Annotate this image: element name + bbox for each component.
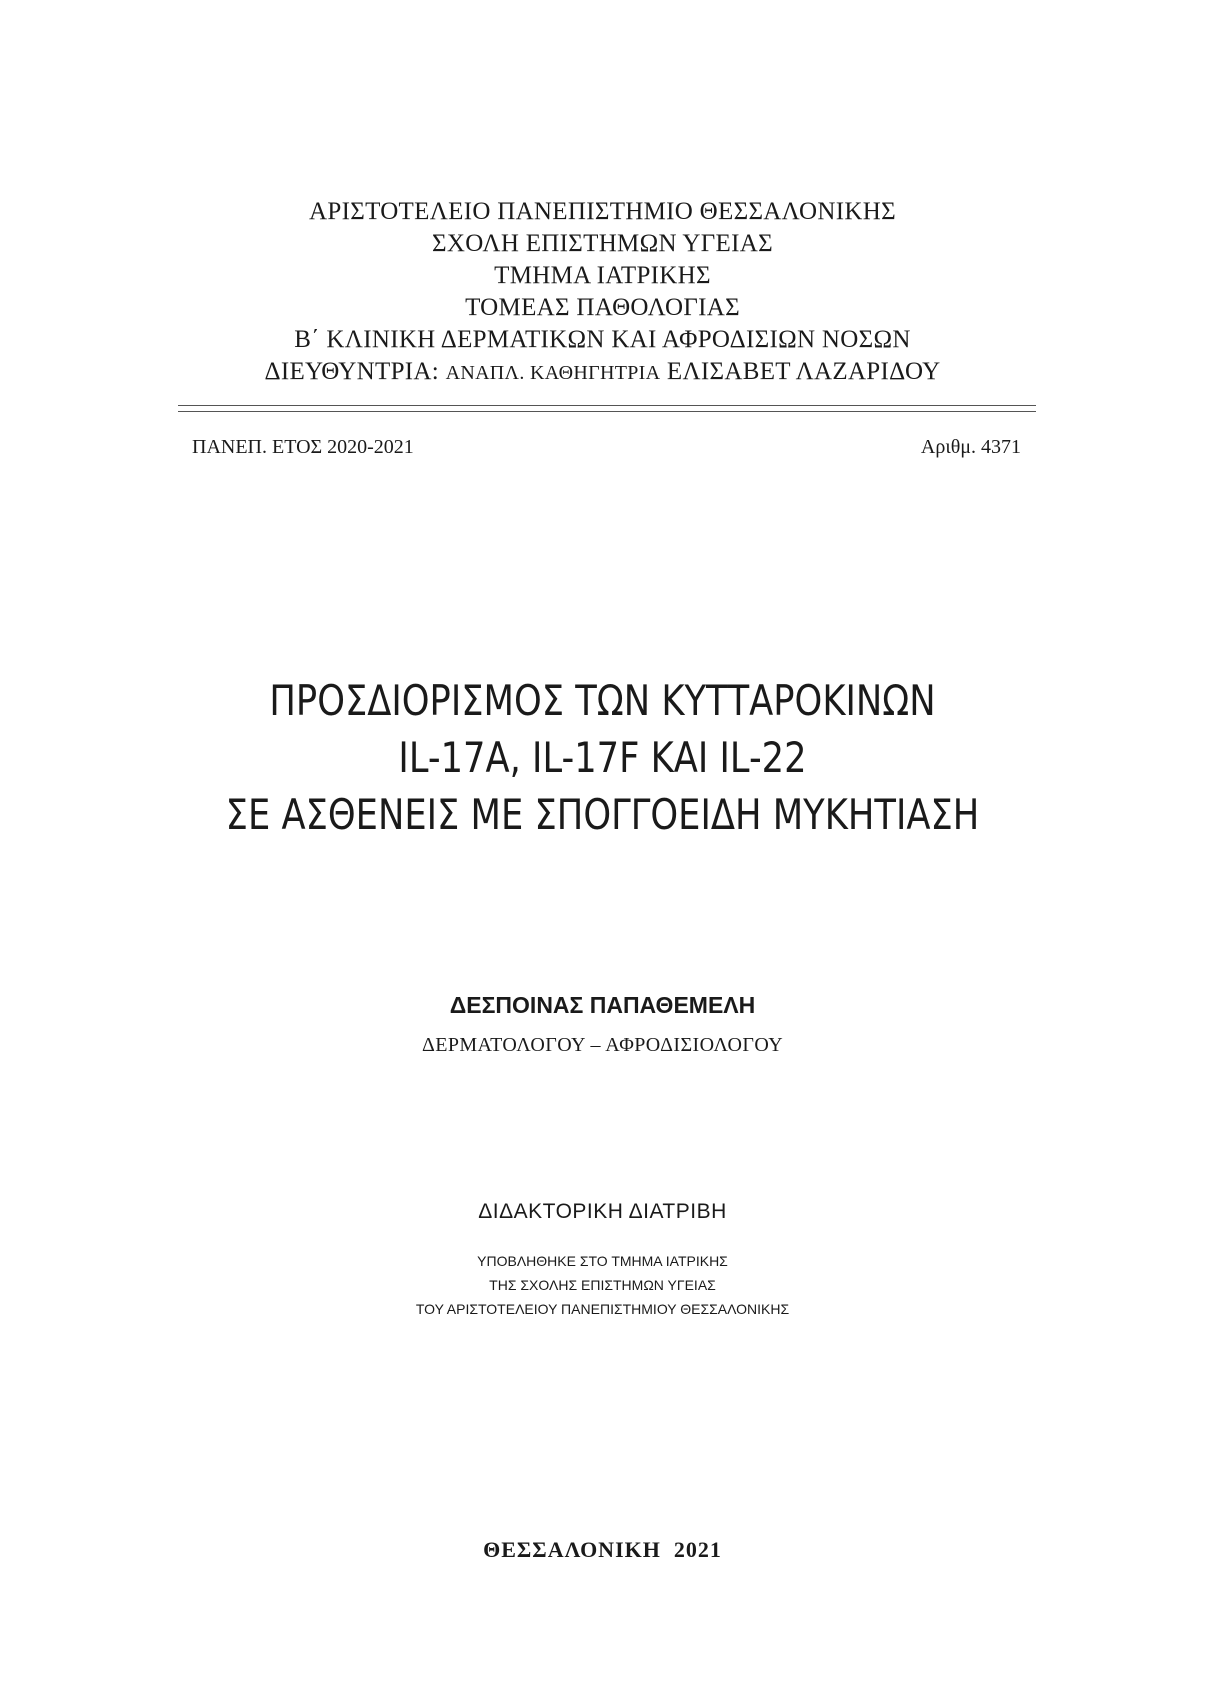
director-name: ΕΛΙΣΑΒΕΤ ΛΑΖΑΡΙΔΟΥ <box>666 358 941 385</box>
author-name: ΔΕΣΠΟΙΝΑΣ ΠΑΠΑΘΕΜΕΛΗ <box>449 992 756 1018</box>
thesis-number: Αριθμ. 4371 <box>920 436 1021 458</box>
submission-line-1: ΥΠΟΒΛΗΘΗΚΕ ΣΤΟ ΤΜΗΜΑ ΙΑΤΡΙΚΗΣ <box>477 1253 728 1269</box>
sector-name: ΤΟΜΕΑΣ ΠΑΘΟΛΟΓΙΑΣ <box>465 294 740 321</box>
university-name: ΑΡΙΣΤΟΤΕΛΕΙΟ ΠΑΝΕΠΙΣΤΗΜΙΟ ΘΕΣΣΑΛΟΝΙΚΗΣ <box>309 198 896 225</box>
director-rank: ΑΝΑΠΛ. ΚΑΘΗΓΗΤΡΙΑ <box>445 362 661 384</box>
title-line-1: ΠΡΟΣΔΙΟΡΙΣΜΟΣ ΤΩΝ ΚΥΤΤΑΡΟΚΙΝΩΝ <box>269 676 936 725</box>
department-name: ΤΜΗΜΑ ΙΑΤΡΙΚΗΣ <box>494 262 711 289</box>
thesis-title <box>96 672 1108 843</box>
submission-line-2: ΤΗΣ ΣΧΟΛΗΣ ΕΠΙΣΤΗΜΩΝ ΥΓΕΙΑΣ <box>489 1277 716 1293</box>
header-divider-top <box>178 405 1036 406</box>
school-name: ΣΧΟΛΗ ΕΠΙΣΤΗΜΩΝ ΥΓΕΙΑΣ <box>432 230 773 257</box>
submission-note <box>0 1249 1205 1321</box>
author-specialty: ΔΕΡΜΑΤΟΛΟΓΟΥ – ΑΦΡΟΔΙΣΙΟΛΟΓΟΥ <box>421 1034 784 1056</box>
clinic-name: Β΄ ΚΛΙΝΙΚΗ ΔΕΡΜΑΤΙΚΩΝ ΚΑΙ ΑΦΡΟΔΙΣΙΩΝ ΝΟΣΩΝ <box>294 326 911 353</box>
academic-year: ΠΑΝΕΠ. ΕΤΟΣ 2020-2021 <box>192 436 414 458</box>
director-line <box>0 356 1205 389</box>
submission-line-3: ΤΟΥ ΑΡΙΣΤΟΤΕΛΕΙΟΥ ΠΑΝΕΠΙΣΤΗΜΙΟΥ ΘΕΣΣΑΛΟΝΙΚΗΣ <box>415 1301 790 1317</box>
header-divider-bottom <box>178 411 1036 412</box>
title-line-3: ΣΕ ΑΣΘΕΝΕΙΣ ΜΕ ΣΠΟΓΓΟΕΙΔΗ ΜΥΚΗΤΙΑΣΗ <box>225 790 980 839</box>
title-line-2: IL-17A, IL-17F ΚΑΙ IL-22 <box>398 733 807 782</box>
place-and-year: ΘΕΣΣΑΛΟΝΙΚΗ 2021 <box>483 1537 722 1562</box>
thesis-type: ΔΙΔΑΚΤΟΡΙΚΗ ΔΙΑΤΡΙΒΗ <box>478 1200 727 1223</box>
institution-header <box>0 196 1205 389</box>
director-label: ΔΙΕΥΘΥΝΤΡΙΑ: <box>264 358 440 385</box>
